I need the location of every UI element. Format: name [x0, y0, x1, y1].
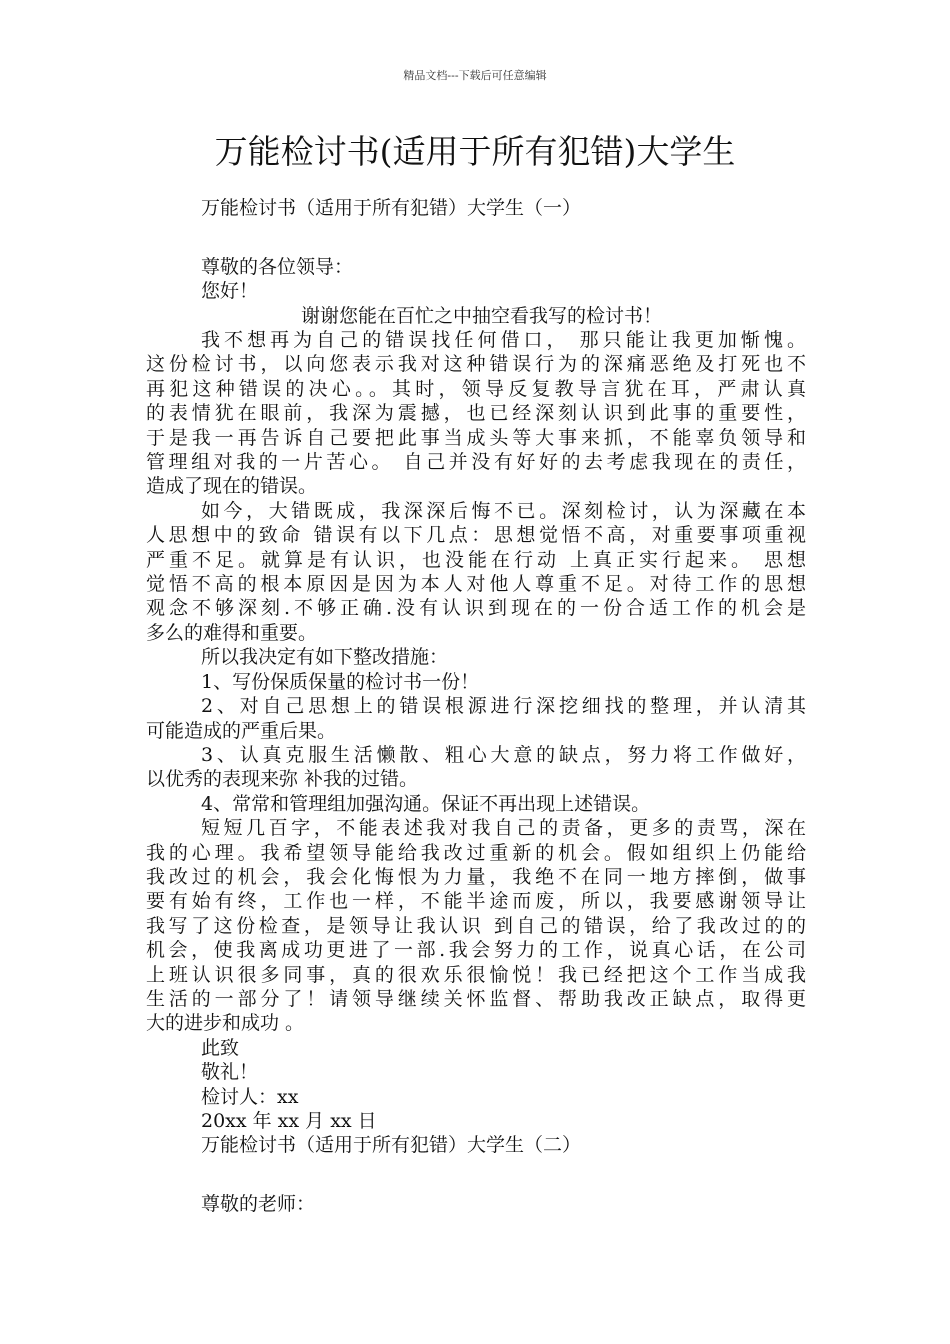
salutation: 尊敬的老师： [201, 1193, 316, 1216]
paragraph-line: 要有始有终，工作也一样，不能半途而废，所以，我要感谢领导让 [146, 890, 806, 913]
paragraph-line: 多么的难得和重要。 [146, 621, 318, 644]
document-title: 万能检讨书(适用于所有犯错)大学生 [214, 132, 736, 171]
section-heading-1: 万能检讨书（适用于所有犯错）大学生（一） [201, 197, 582, 219]
paragraph-line: 造成了现在的错误。 [146, 475, 318, 498]
measure-item: 4、常常和管理组加强沟通。保证不再出现上述错误。 [201, 792, 651, 815]
measures-intro: 所以我决定有如下整改措施： [201, 646, 449, 669]
section-heading-2: 万能检讨书（适用于所有犯错）大学生（二） [201, 1134, 582, 1157]
date-line: 20xx 年 xx 月 xx 日 [201, 1110, 377, 1133]
closing-line: 敬礼！ [201, 1061, 259, 1084]
salutation: 尊敬的各位领导： [201, 255, 354, 278]
measure-item: 以优秀的表现来弥 补我的过错。 [146, 768, 419, 791]
paragraph-line: 机会，使我离成功更进了一部.我会努力的工作，说真心话，在公司 [146, 939, 806, 962]
paragraph-line: 于是我一再告诉自己要把此事当成头等大事来抓，不能辜负领导和 [146, 426, 806, 449]
paragraph-line: 人思想中的致命 错误有以下几点：思想觉悟不高，对重要事项重视 [146, 524, 806, 547]
paragraph-line: 我改过的机会，我会化悔恨为力量，我绝不在同一地方摔倒，做事 [146, 865, 806, 888]
paragraph-line: 大的进步和成功 。 [146, 1012, 305, 1035]
paragraph-line: 觉悟不高的根本原因是因为本人对他人尊重不足。对待工作的思想 [146, 573, 806, 596]
paragraph-line: 这份检讨书，以向您表示我对这种错误行为的深痛恶绝及打死也不 [146, 353, 806, 376]
paragraph-line: 的表情犹在眼前，我深为震撼，也已经深刻认识到此事的重要性， [146, 402, 806, 425]
closing-line: 此致 [201, 1036, 240, 1059]
measure-item: 3、认真克服生活懒散、粗心大意的缺点，努力将工作做好， [201, 743, 806, 766]
signer-line: 检讨人：xx [201, 1085, 299, 1108]
paragraph-line: 我不想再为自己的错误找任何借口， 那只能让我更加惭愧。 [201, 329, 806, 352]
paragraph-line: 管理组对我的一片苦心。 自己并没有好好的去考虑我现在的责任， [146, 451, 806, 474]
paragraph-line: 再犯这种错误的决心。。其时，领导反复教导言犹在耳，严肃认真 [146, 377, 806, 400]
paragraph-line: 短短几百字，不能表述我对我自己的责备，更多的责骂，深在 [201, 817, 806, 840]
document-body [146, 196, 806, 1217]
thanks-line: 谢谢您能在百忙之中抽空看我写的检讨书！ [301, 304, 663, 327]
paragraph-line: 观念不够深刻.不够正确.没有认识到现在的一份合适工作的机会是 [146, 597, 806, 620]
paragraph-line: 我写了这份检查，是领导让我认识 到自己的错误，给了我改过的的 [146, 914, 806, 937]
measure-item: 1、写份保质保量的检讨书一份！ [201, 670, 480, 693]
measure-item: 2、对自己思想上的错误根源进行深挖细找的整理，并认清其 [201, 695, 806, 718]
paragraph-line: 上班认识很多同事，真的很欢乐很愉悦！我已经把这个工作当成我 [146, 963, 806, 986]
paragraph-line: 我的心理。我希望领导能给我改过重新的机会。假如组织上仍能给 [146, 841, 806, 864]
paragraph-line: 严重不足。就算是有认识，也没能在行动 上真正实行起来。 思想 [146, 548, 806, 571]
paragraph-line: 生活的一部分了！请领导继续关怀监督、帮助我改正缺点，取得更 [146, 987, 806, 1010]
paragraph-line: 如今，大错既成，我深深后悔不已。深刻检讨，认为深藏在本 [201, 499, 806, 522]
greeting: 您好！ [201, 280, 259, 303]
measure-item: 可能造成的严重后果。 [146, 719, 337, 742]
page-header: 精品文档---下载后可任意编辑 [403, 69, 547, 82]
